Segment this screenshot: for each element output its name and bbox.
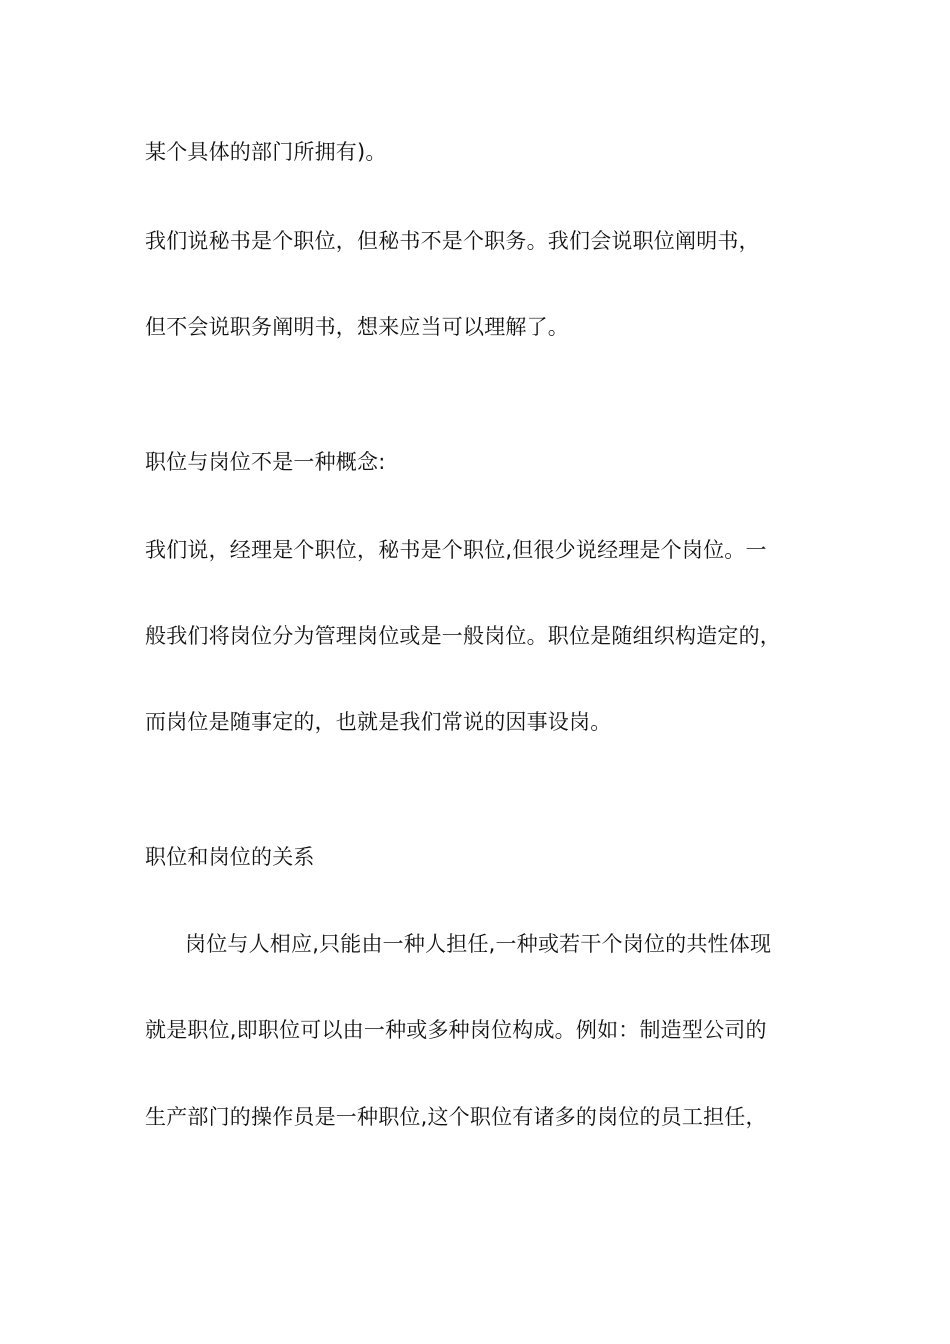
paragraph-line: 生产部门的操作员是一种职位,这个职位有诸多的岗位的员工担任，: [145, 1105, 767, 1129]
section-heading: 职位和岗位的关系: [145, 845, 315, 869]
paragraph-line: 某个具体的部门所拥有)。: [145, 140, 387, 164]
paragraph-line: 但不会说职务阐明书，想来应当可以理解了。: [145, 315, 569, 339]
paragraph-line: 般我们将岗位分为管理岗位或是一般岗位。职位是随组织构造定的，: [145, 624, 781, 648]
section-heading: 职位与岗位不是一种概念:: [145, 450, 386, 474]
paragraph-line: 我们说，经理是个职位，秘书是个职位,但很少说经理是个岗位。一: [145, 538, 767, 562]
paragraph-line: 而岗位是随事定的，也就是我们常说的因事设岗。: [145, 710, 612, 734]
paragraph-line: 我们说秘书是个职位，但秘书不是个职务。我们会说职位阐明书，: [145, 229, 760, 253]
paragraph-line: 岗位与人相应,只能由一种人担任,一种或若干个岗位的共性体现: [185, 932, 772, 956]
paragraph-line: 就是职位,即职位可以由一种或多种岗位构成。例如：制造型公司的: [145, 1018, 767, 1042]
